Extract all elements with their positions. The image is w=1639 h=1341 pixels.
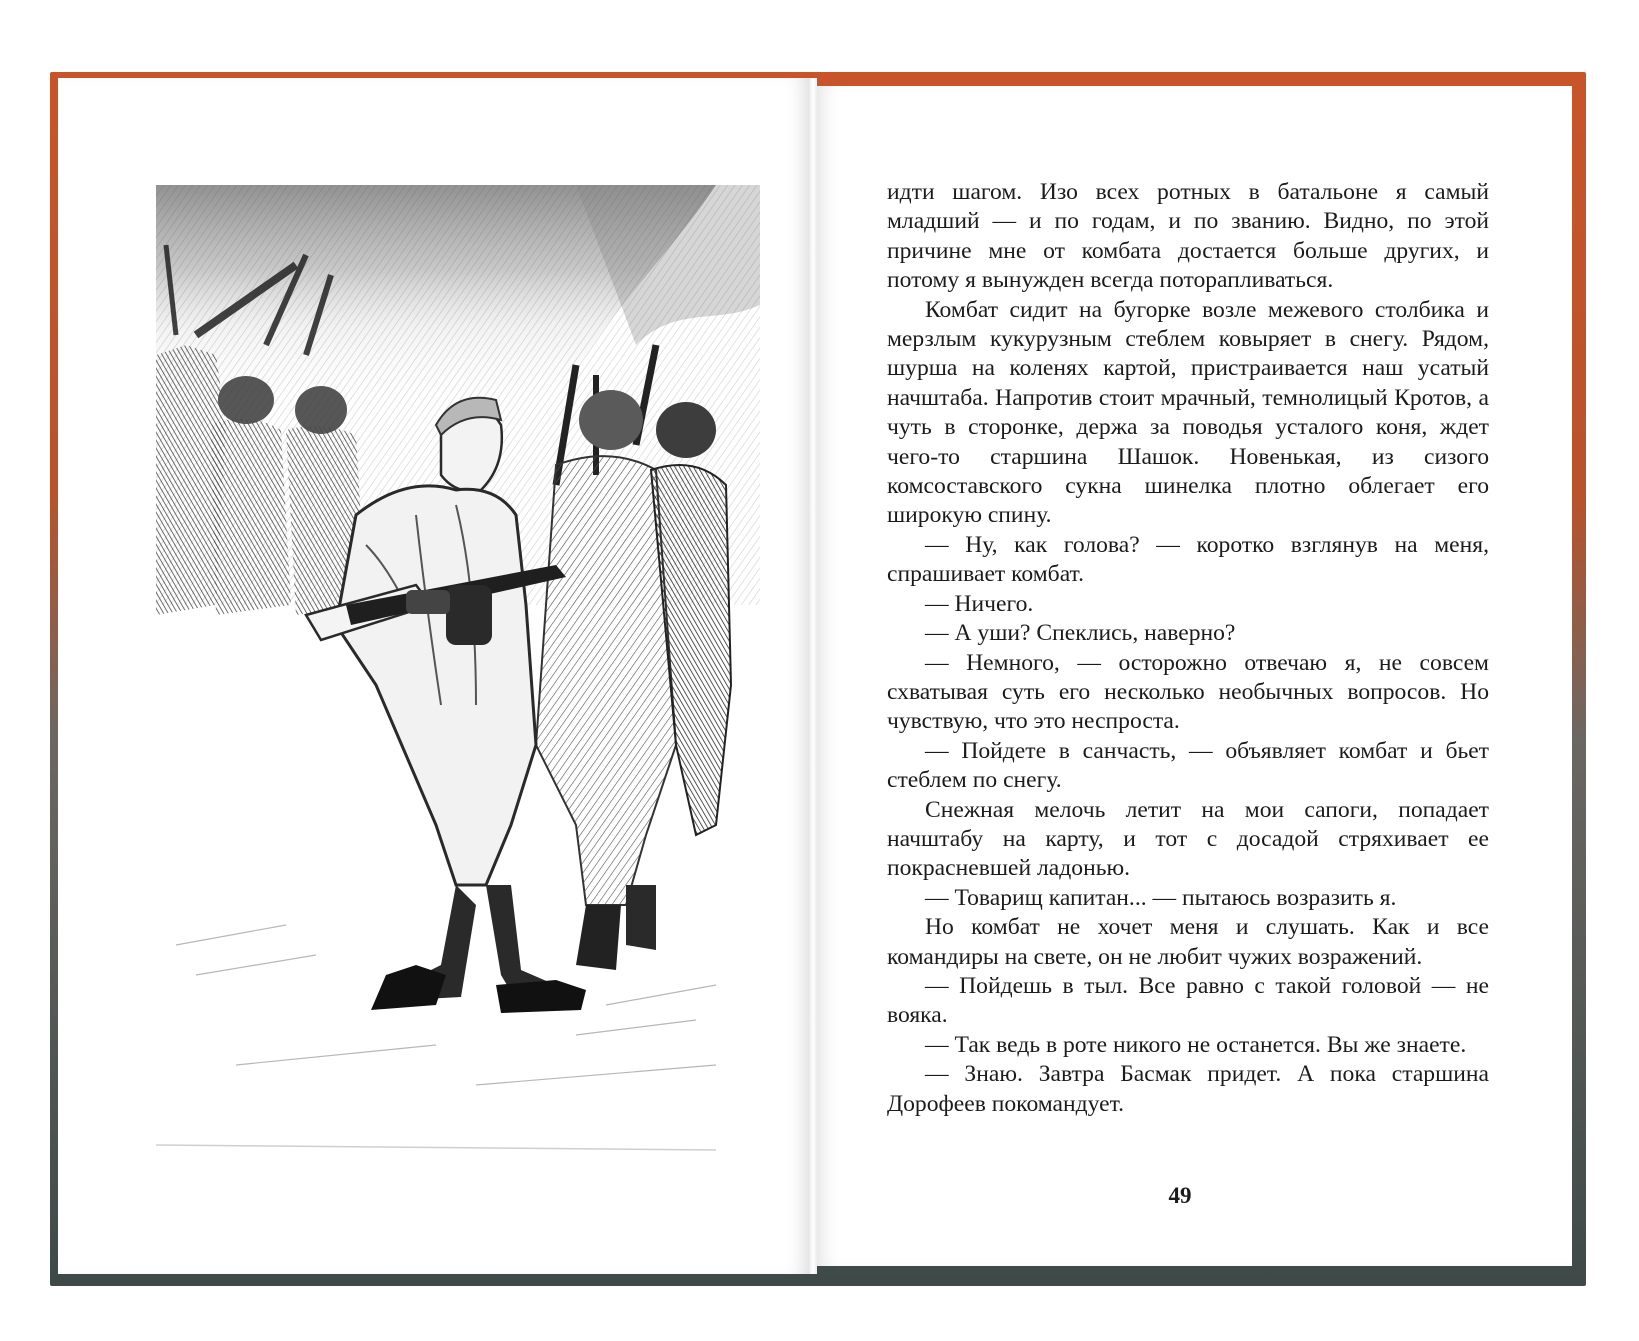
paragraph: Комбат сидит на бугорке возле межевого столбика и мерзлым кукурузным стеблем ковыряет в снегу. Рядом, шурша на коленях картой, пристраивается наш усатый начштаба. Напротив стоит мрачный, темнолицый Кротов, а чуть в сторонке, держа за поводья усталого коня, ждет чего-то старшина Шашок. Новенькая, из сизого комсоставского сукна шинелка плотно облегает его широкую спину. [887, 296, 1489, 529]
paragraph: — Немного, — осторожно отвечаю я, не совсем схватывая суть его несколько необычных вопросов. Но чувствую, что это неспроста. [887, 649, 1489, 735]
paragraph: — Ну, как голова? — коротко взглянув на меня, спрашивает комбат. [887, 531, 1489, 588]
paragraph: — Пойдешь в тыл. Все равно с такой головой — не вояка. [887, 972, 1489, 1029]
book-gutter [809, 78, 817, 1274]
paragraph: — Товарищ капитан... — пытаюсь возразить я. [925, 884, 1397, 911]
page-text [887, 178, 1489, 1119]
paragraph: — Ничего. [925, 590, 1034, 617]
paragraph: — Пойдете в санчасть, — объявляет комбат и бьет стеблем по снегу. [887, 737, 1489, 794]
page-number: 49 [1168, 1183, 1192, 1208]
soldiers-advancing-illustration [156, 185, 760, 1165]
paragraph: — А уши? Спеклись, наверно? [925, 620, 1236, 647]
paragraph: Но комбат не хочет меня и слушать. Как и все командиры на свете, он не любит чужих возражений. [887, 914, 1489, 970]
paragraph: — Знаю. Завтра Басмак придет. А пока старшина Дорофеев покомандует. [887, 1061, 1489, 1117]
paragraph: идти шагом. Изо всех ротных в батальоне я самый младший — и по годам, и по званию. Видно, по этой причине мне от комбата достается больше других, и потому я вынужден всегда поторапливаться. [887, 179, 1489, 294]
paragraph: Снежная мелочь летит на мои сапоги, попадает начштабу на карту, и тот с досадой стряхивает ее покрасневшей ладонью. [887, 796, 1489, 882]
paragraph: — Так ведь в роте никого не останется. Вы же знаете. [925, 1031, 1467, 1058]
